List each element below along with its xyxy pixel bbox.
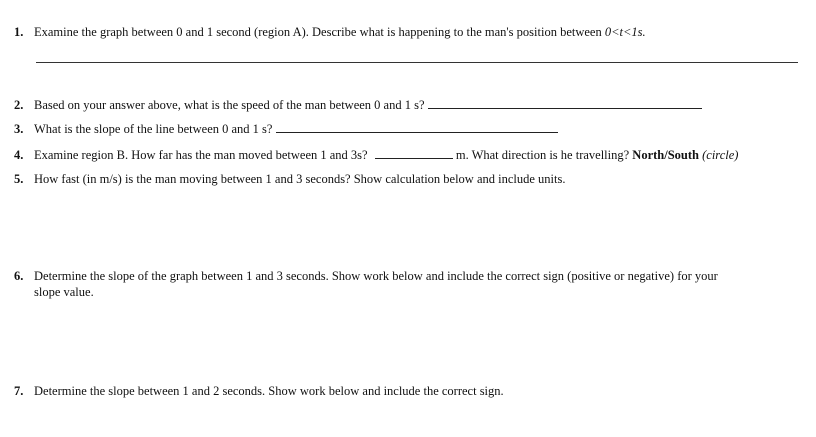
question-number: 6. [14, 269, 24, 283]
question-number: 3. [14, 122, 24, 136]
question-6 [14, 268, 784, 300]
answer-blank[interactable] [428, 97, 702, 109]
answer-blank[interactable] [375, 147, 453, 159]
question-text: Examine the graph between 0 and 1 second (region A). Describe what is happening to the man's position between [34, 25, 605, 39]
direction-choice[interactable]: North/South [632, 148, 699, 162]
answer-blank[interactable] [276, 121, 558, 133]
answer-line[interactable] [36, 62, 798, 63]
question-2 [14, 97, 702, 113]
question-5 [14, 171, 566, 187]
question-text-continued: slope value. [34, 285, 94, 299]
question-4 [14, 147, 738, 163]
math-expression: 0<t<1s. [604, 25, 646, 39]
question-1 [14, 24, 646, 40]
question-number: 4. [14, 148, 24, 162]
circle-instruction: (circle) [702, 148, 739, 162]
question-number: 7. [14, 384, 24, 398]
question-text: Determine the slope between 1 and 2 seconds. Show work below and include the correct sign. [34, 384, 504, 398]
question-text: Examine region B. How far has the man moved between 1 and 3s? [34, 148, 368, 162]
question-text: How fast (in m/s) is the man moving between 1 and 3 seconds? Show calculation below and include units. [34, 172, 566, 186]
question-text: What is the slope of the line between 0 and 1 s? [34, 122, 273, 136]
question-7 [14, 383, 504, 399]
question-3 [14, 121, 558, 137]
question-number: 2. [14, 98, 24, 112]
question-text: Based on your answer above, what is the speed of the man between 0 and 1 s? [34, 98, 425, 112]
question-text: Determine the slope of the graph between 1 and 3 seconds. Show work below and include the correct sign (positive or negative) for your [34, 269, 718, 283]
question-number: 1. [14, 25, 24, 39]
question-text-continued: m. What direction is he travelling? [455, 148, 630, 162]
question-number: 5. [14, 172, 24, 186]
